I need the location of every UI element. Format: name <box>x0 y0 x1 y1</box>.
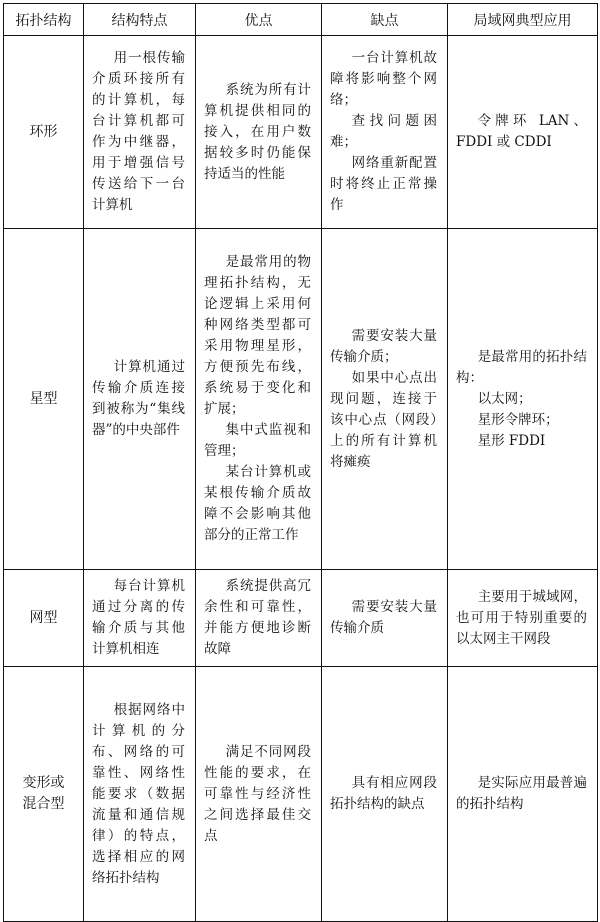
advantages-cell <box>196 667 322 922</box>
disadvantages-cell <box>322 667 448 922</box>
advantages-text: 满足不同网段性能的要求，在可靠性与经济性之间选择最佳交点 <box>204 743 311 844</box>
features-text: 根据网络中计算机的分布、网络的可靠性、网络性能要求（数据流量和通信规律）的特点，选择相应的网络拓扑结构 <box>92 701 185 886</box>
header-row <box>4 4 598 36</box>
applications-text: 星形 FDDI <box>477 432 546 449</box>
features-text: 每台计算机通过分离的传输介质与其他计算机相连 <box>92 578 185 657</box>
disadvantages-cell <box>322 36 448 229</box>
table-row-star <box>4 229 598 570</box>
advantages-text: 是最常用的物理拓扑结构，无论逻辑上采用何种网络类型都可采用物理星形，方便预先布线，系统易于变化和扩展； <box>204 254 311 417</box>
topology-name: 环形 <box>4 36 84 229</box>
disadvantages-cell <box>322 229 448 570</box>
advantages-cell <box>196 36 322 229</box>
applications-cell <box>448 36 598 229</box>
features-cell <box>84 229 196 570</box>
header-topology: 拓扑结构 <box>4 4 84 36</box>
applications-cell <box>448 667 598 922</box>
disadvantages-text: 查找问题困难； <box>330 113 437 150</box>
advantages-cell <box>196 570 322 667</box>
table-row-mesh <box>4 570 598 667</box>
disadvantages-text: 网络重新配置时将终止正常操作 <box>330 155 437 213</box>
topology-name: 变形或混合型 <box>4 667 84 922</box>
applications-text: 令牌环 LAN、FDDI 或 CDDI <box>456 113 587 150</box>
table-row-ring <box>4 36 598 229</box>
features-text: 计算机通过传输介质连接到被称为“集线器”的中央部件 <box>92 359 185 438</box>
applications-text: 星形令牌环； <box>477 411 559 428</box>
table-row-hybrid <box>4 667 598 922</box>
applications-text: 是实际应用最普遍的拓扑结构 <box>456 775 587 812</box>
advantages-text: 系统提供高冗余性和可靠性，并能方便地诊断故障 <box>204 578 311 657</box>
header-advantages: 优点 <box>196 4 322 36</box>
advantages-text: 某台计算机或某根传输介质故障不会影响其他部分的正常工作 <box>204 464 311 543</box>
applications-cell <box>448 570 598 667</box>
features-cell <box>84 667 196 922</box>
topology-name: 网型 <box>4 570 84 667</box>
header-disadvantages: 缺点 <box>322 4 448 36</box>
disadvantages-cell <box>322 570 448 667</box>
header-features: 结构特点 <box>84 4 196 36</box>
topology-table <box>3 3 598 922</box>
advantages-text: 集中式监视和管理； <box>204 422 311 459</box>
features-cell <box>84 570 196 667</box>
disadvantages-text: 具有相应网段拓扑结构的缺点 <box>330 775 437 812</box>
advantages-cell <box>196 229 322 570</box>
features-text: 用一根传输介质环接所有的计算机，每台计算机都可作为中继器，用于增强信号传送给下一台计算机 <box>92 50 185 213</box>
header-applications: 局域网典型应用 <box>448 4 598 36</box>
advantages-text: 系统为所有计算机提供相同的接入，在用户数据较多时仍能保持适当的性能 <box>204 81 311 182</box>
disadvantages-text: 需要安装大量传输介质； <box>330 327 437 365</box>
applications-text: 主要用于城域网，也可用于特别重要的以太网主干网段 <box>456 588 587 647</box>
applications-text: 是最常用的拓扑结构： <box>456 348 587 386</box>
applications-text: 以太网； <box>477 390 532 407</box>
disadvantages-text: 一台计算机故障将影响整个网络； <box>330 50 437 108</box>
disadvantages-text: 需要安装大量传输介质 <box>330 599 437 636</box>
topology-name: 星型 <box>4 229 84 570</box>
applications-cell <box>448 229 598 570</box>
disadvantages-text: 如果中心点出现问题，连接于该中心点（网段）上的所有计算机将瘫痪 <box>330 369 437 470</box>
features-cell <box>84 36 196 229</box>
